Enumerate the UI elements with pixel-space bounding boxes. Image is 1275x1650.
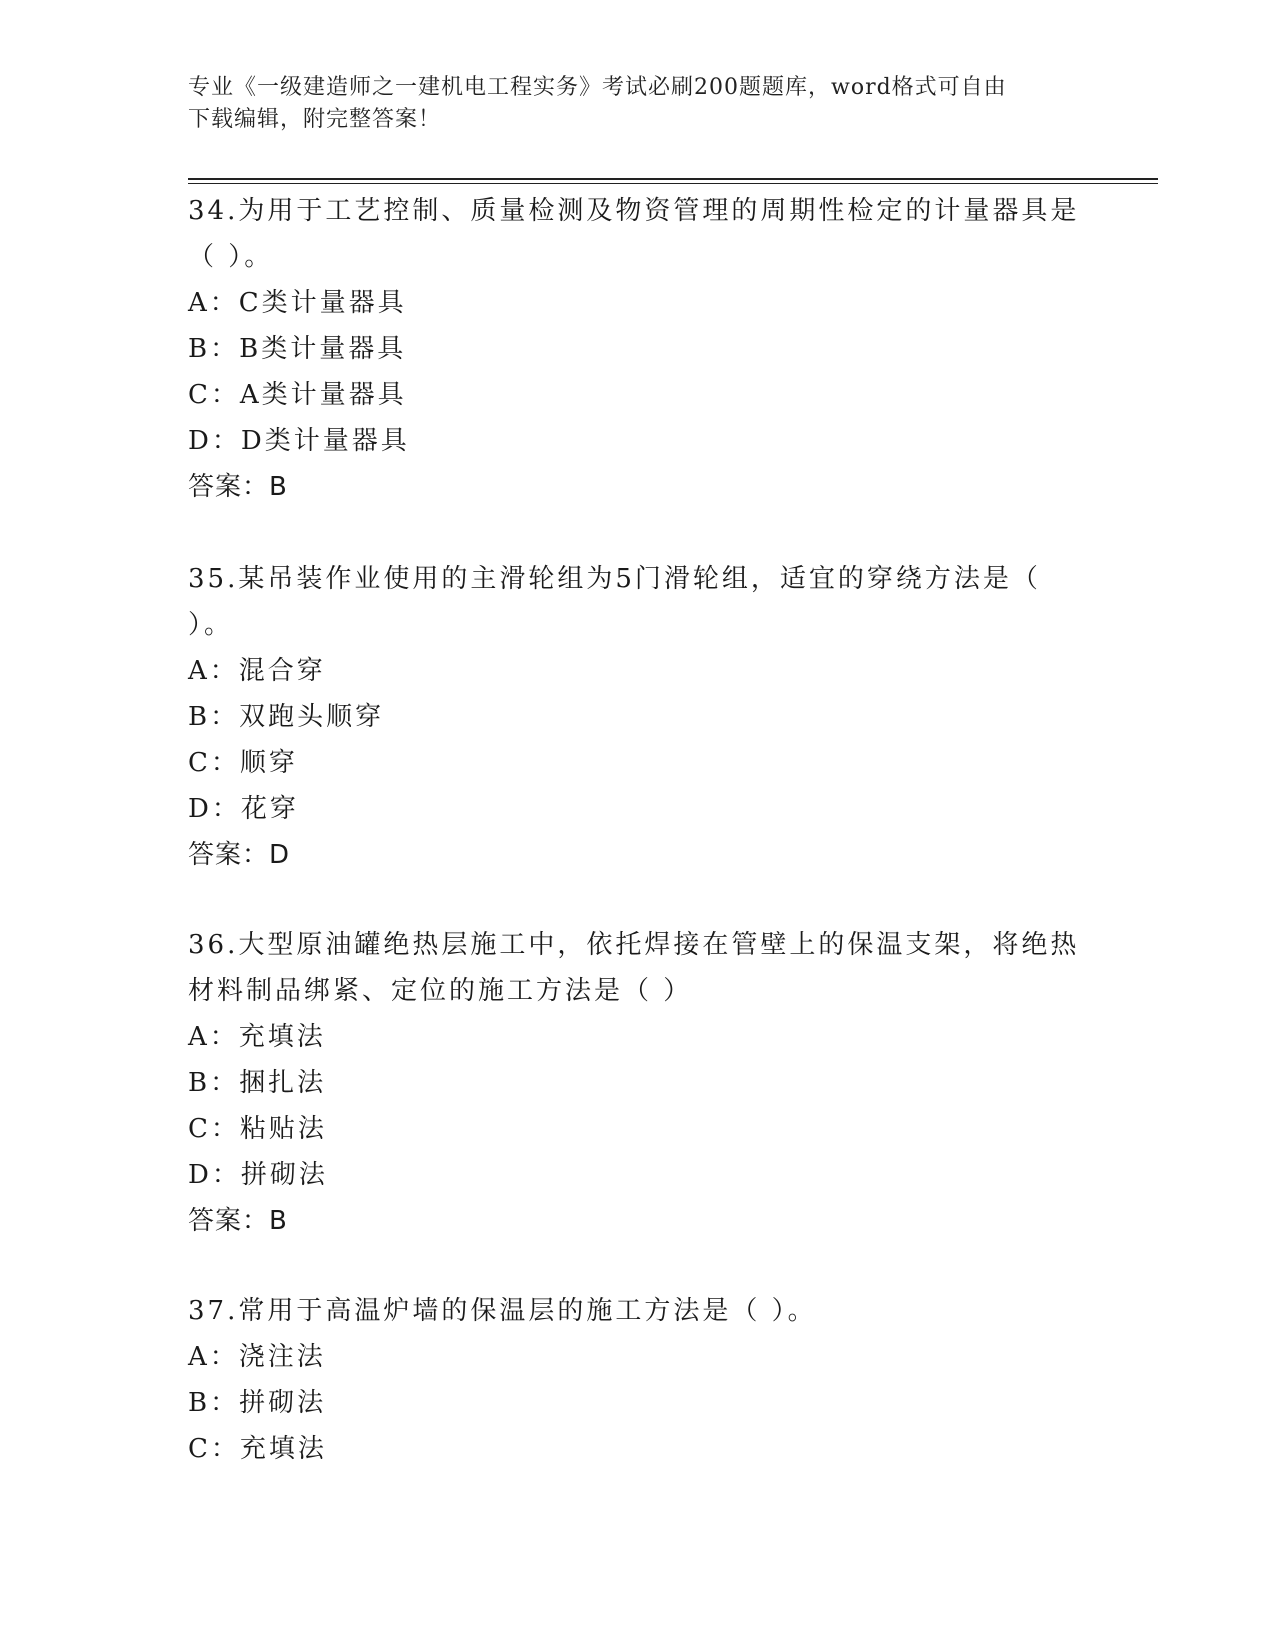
option-c: C：顺穿 (188, 748, 298, 778)
question-36 (188, 922, 1088, 1244)
option-a: A：C类计量器具 (188, 288, 407, 318)
header-divider-thick (188, 178, 1158, 180)
option-c: C：A类计量器具 (188, 380, 407, 410)
option-b: B：拼砌法 (188, 1388, 327, 1418)
answer: 答案：B (188, 1206, 288, 1236)
question-stem: 35.某吊装作业使用的主滑轮组为5门滑轮组，适宜的穿绕方法是（ ）。 (188, 564, 1041, 640)
question-34 (188, 188, 1088, 510)
option-d: D：拼砌法 (188, 1160, 328, 1190)
option-d: D：D类计量器具 (188, 426, 410, 456)
question-stem: 34.为用于工艺控制、质量检测及物资管理的周期性检定的计量器具是（ ）。 (188, 196, 1080, 272)
option-a: A：混合穿 (188, 656, 326, 686)
option-a: A：浇注法 (188, 1342, 326, 1372)
answer: 答案：B (188, 472, 288, 502)
header-divider-thin (188, 183, 1158, 184)
option-c: C：充填法 (188, 1434, 327, 1464)
question-stem: 37.常用于高温炉墙的保温层的施工方法是（ ）。 (188, 1296, 817, 1326)
option-b: B：双跑头顺穿 (188, 702, 385, 732)
option-b: B：B类计量器具 (188, 334, 407, 364)
document-header (188, 72, 1088, 136)
option-a: A：充填法 (188, 1022, 326, 1052)
question-stem: 36.大型原油罐绝热层施工中，依托焊接在管壁上的保温支架，将绝热材料制品绑紧、定位的施工方法是（ ） (188, 930, 1080, 1006)
header-line-2: 下载编辑，附完整答案！ (188, 107, 442, 132)
option-d: D：花穿 (188, 794, 299, 824)
option-b: B：捆扎法 (188, 1068, 327, 1098)
answer: 答案：D (188, 840, 291, 870)
header-line-1: 专业《一级建造师之一建机电工程实务》考试必刷200题题库，word格式可自由 (188, 75, 1007, 100)
option-c: C：粘贴法 (188, 1114, 327, 1144)
question-35 (188, 556, 1088, 878)
question-37 (188, 1288, 1088, 1472)
